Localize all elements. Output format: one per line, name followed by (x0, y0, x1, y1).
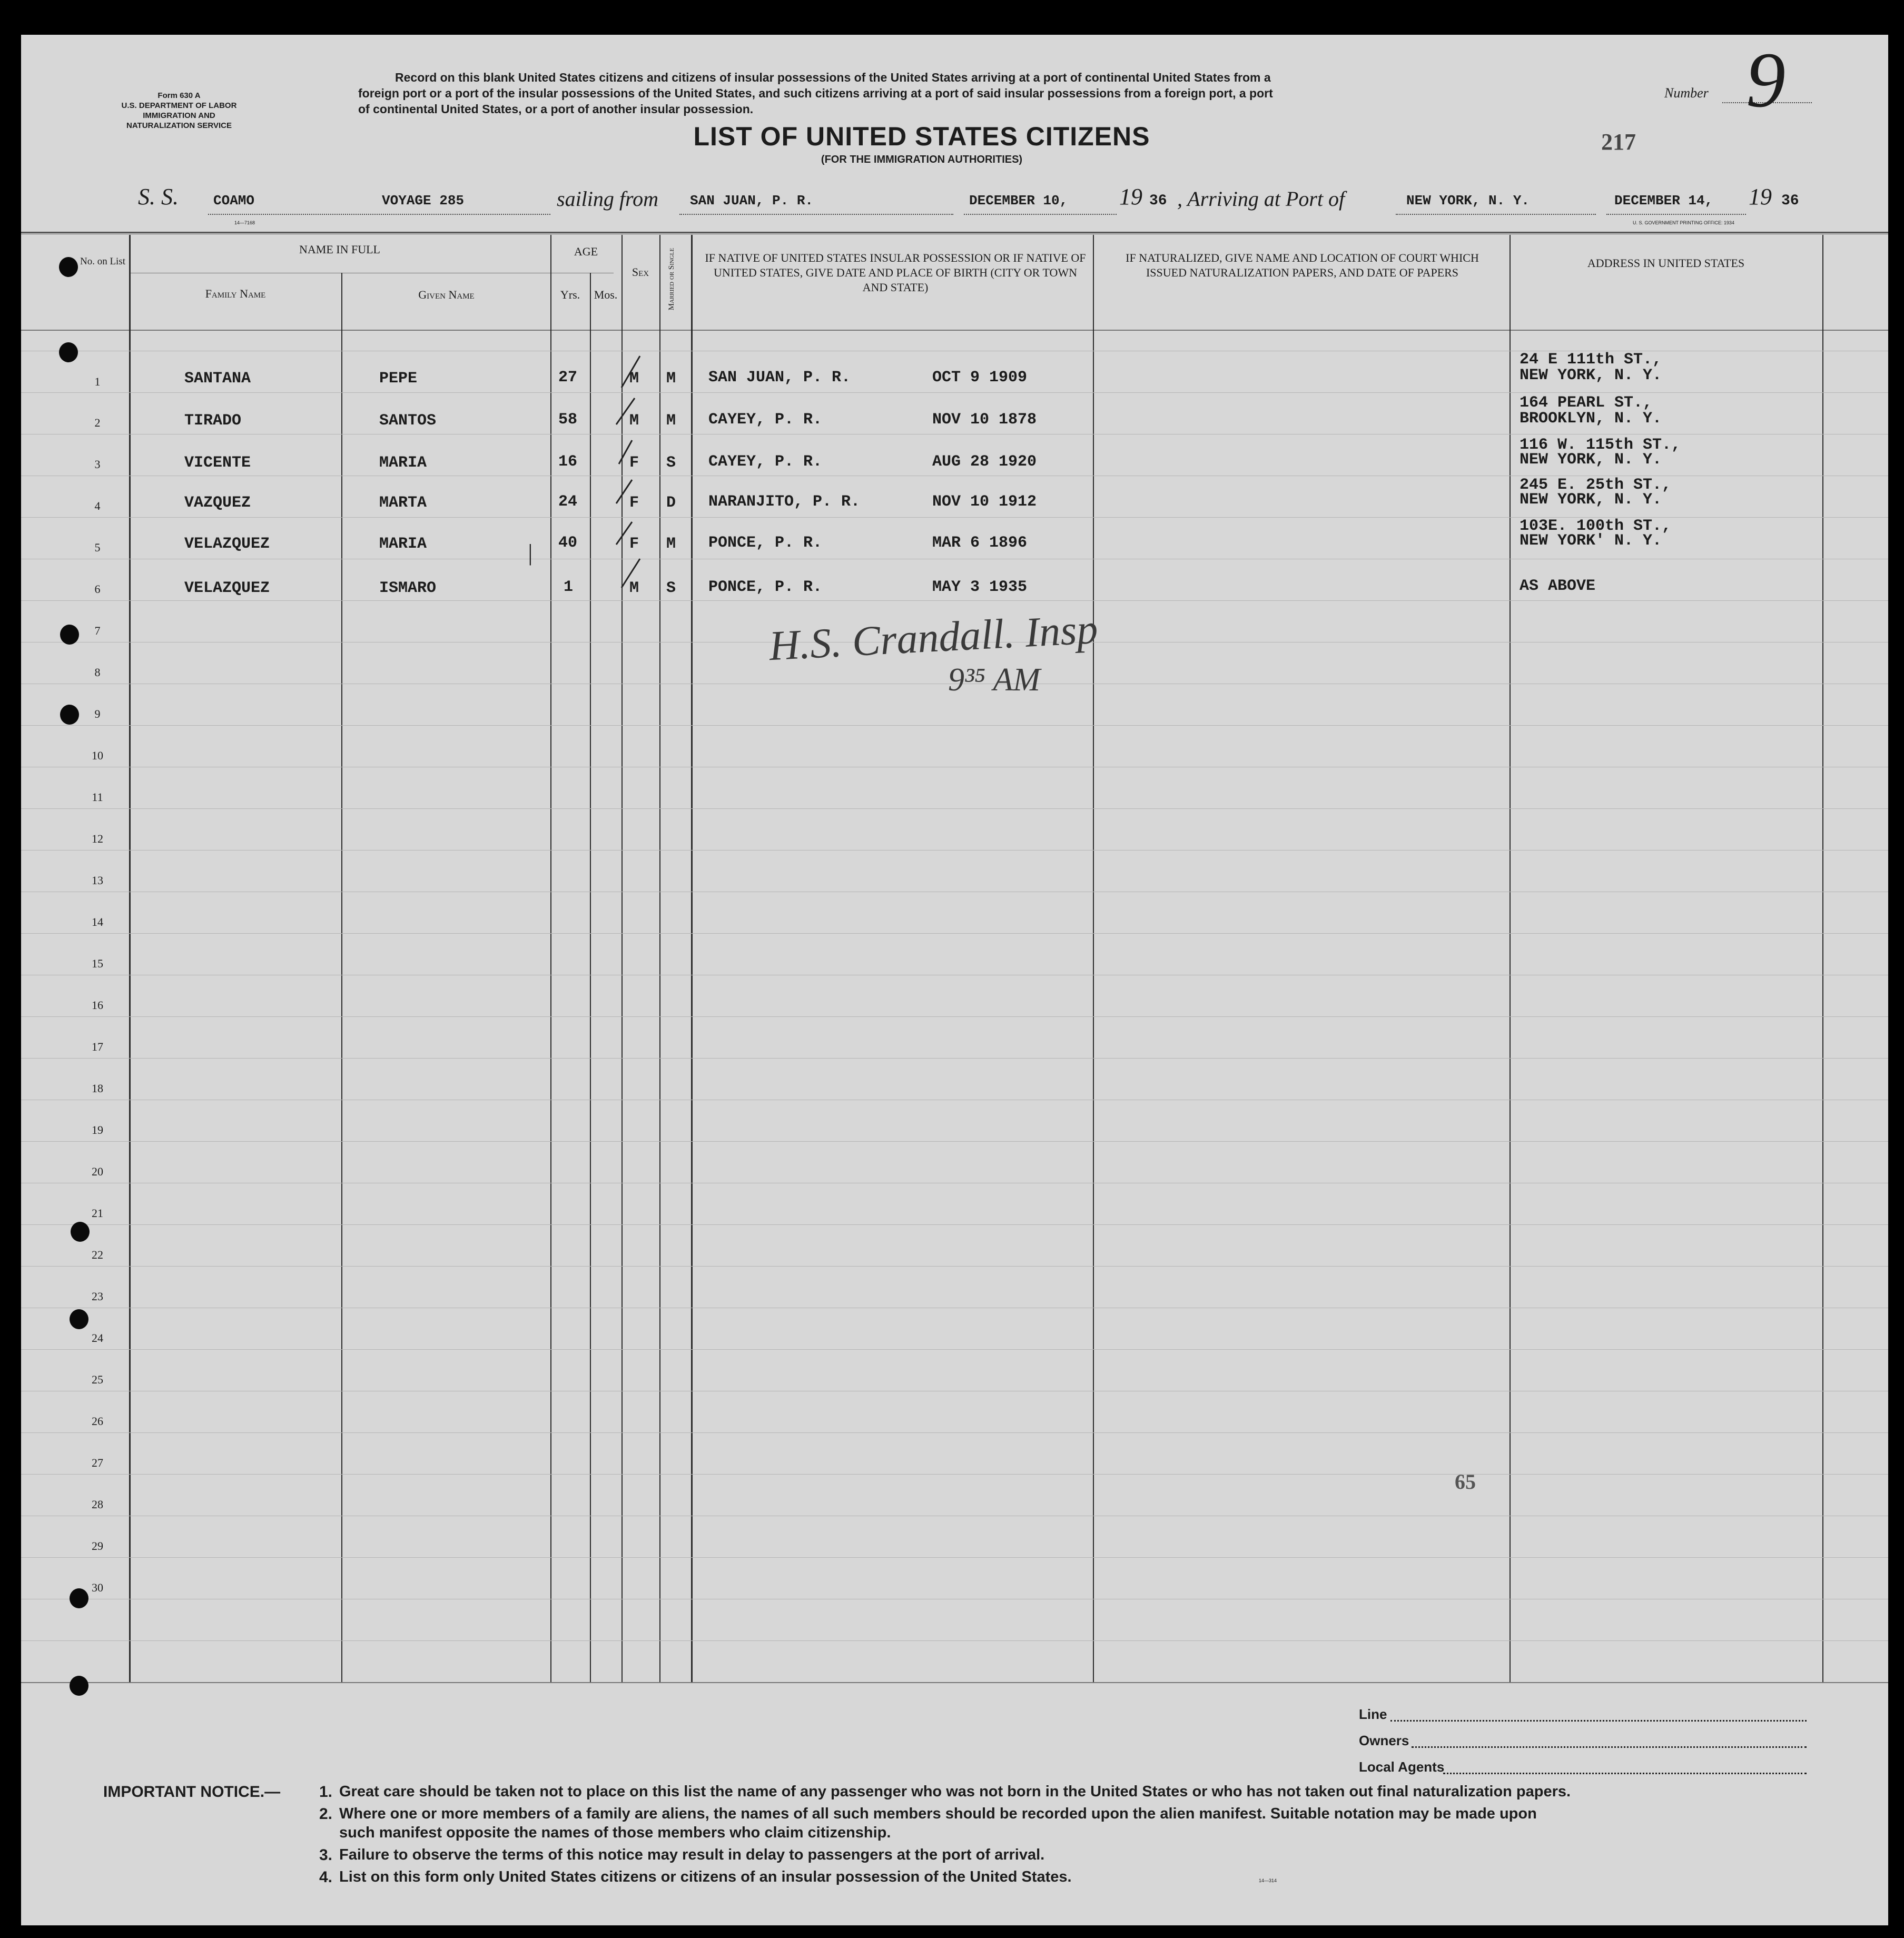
address-line-1: 164 PEARL ST., (1520, 394, 1653, 412)
sailing-date: DECEMBER 10, (969, 193, 1068, 209)
arriving-label: , Arriving at Port of (1177, 187, 1345, 211)
pen-mark: | (527, 540, 534, 566)
address-line-2: BROOKLYN, N. Y. (1520, 410, 1662, 428)
col-sep-naturalized (1510, 235, 1511, 1682)
marital-status: S (666, 579, 676, 597)
local-agents-field (1443, 1773, 1807, 1774)
ruled-line (21, 1474, 1888, 1475)
header-age: AGE (574, 245, 598, 258)
ruled-line (21, 1016, 1888, 1017)
marital-status: D (666, 494, 676, 512)
header-married-or-single: Married or Single (667, 248, 676, 311)
bottom-form-code: 14—314 (1259, 1878, 1277, 1883)
row-number: 29 (92, 1539, 103, 1553)
family-name: TIRADO (184, 412, 242, 430)
inspector-signature: H.S. Crandall. Insp (768, 606, 1099, 670)
instruction-line-2: foreign port or a port of the insular possessions of the United States, and such citizens arriving at a port of said insular possessions from a foreign port, a port (358, 86, 1273, 100)
ruled-line (21, 1557, 1888, 1558)
owners-label: Owners (1359, 1733, 1409, 1748)
col-sep-family (341, 273, 342, 1682)
punch-hole (71, 1222, 90, 1242)
row-number: 19 (92, 1123, 103, 1136)
number-label: Number (1664, 85, 1709, 101)
voyage-number: VOYAGE 285 (382, 193, 465, 209)
header-name-in-full: NAME IN FULL (299, 243, 380, 256)
row-number: 10 (92, 749, 103, 762)
table-bottom-border (21, 1682, 1888, 1683)
page-subtitle: (FOR THE IMMIGRATION AUTHORITIES) (821, 154, 1023, 165)
birth-place: PONCE, P. R. (708, 534, 823, 552)
age-years: 24 (558, 493, 578, 511)
owners-field (1412, 1746, 1807, 1748)
row-number: 27 (92, 1456, 103, 1469)
ruled-line (21, 1224, 1888, 1225)
address-line-2: NEW YORK' N. Y. (1520, 532, 1662, 550)
marital-status: M (666, 535, 676, 553)
birth-place: CAYEY, P. R. (708, 453, 823, 471)
birth-date: OCT 9 1909 (932, 369, 1028, 387)
row-number: 20 (92, 1165, 103, 1178)
punch-hole (70, 1309, 88, 1329)
address-line-1: AS ABOVE (1520, 577, 1596, 595)
form-id: Form 630 A (157, 91, 201, 100)
birth-place: NARANJITO, P. R. (708, 493, 861, 511)
manifest-sheet (21, 35, 1888, 1925)
given-name: MARIA (379, 535, 427, 553)
sex: F (629, 494, 639, 512)
notice-2a: Where one or more members of a family are aliens, the names of all such members should be recorded upon the alien manifest. Suitable notation may be made upon (339, 1805, 1537, 1822)
birth-place: PONCE, P. R. (708, 578, 823, 596)
row-number: 16 (92, 998, 103, 1012)
notice-3: Failure to observe the terms of this notice may result in delay to passengers at the port of arrival. (339, 1846, 1045, 1863)
age-years: 40 (558, 534, 578, 552)
birth-date: MAR 6 1896 (932, 534, 1028, 552)
sailing-label: sailing from (557, 187, 658, 211)
address-line-2: NEW YORK, N. Y. (1520, 451, 1662, 469)
notice-3-number: 3. (319, 1846, 333, 1864)
header-yrs: Yrs. (560, 288, 580, 301)
birth-date: NOV 10 1878 (932, 411, 1037, 429)
printer-code-right: U. S. GOVERNMENT PRINTING OFFICE: 1934 (1633, 220, 1734, 225)
row-number: 23 (92, 1290, 103, 1303)
family-name: SANTANA (184, 370, 251, 388)
punch-hole (70, 1676, 88, 1696)
row-number: 17 (92, 1040, 103, 1053)
given-name: MARTA (379, 494, 427, 512)
ruled-line (21, 1141, 1888, 1142)
row-number: 22 (92, 1248, 103, 1261)
row-number: 14 (92, 915, 103, 928)
sailing-year-prefix: 19 (1119, 184, 1142, 210)
arrival-year-prefix: 19 (1749, 184, 1772, 210)
punch-hole (70, 1588, 88, 1608)
notice-2-number: 2. (319, 1805, 333, 1823)
notice-label: IMPORTANT NOTICE.— (103, 1783, 281, 1801)
row-number: 21 (92, 1207, 103, 1220)
row-number: 7 (94, 624, 101, 637)
page-count: 65 (1455, 1470, 1476, 1494)
number-value: 9 (1746, 36, 1785, 124)
stamp-number: 217 (1601, 129, 1636, 155)
form-issuer (116, 91, 242, 131)
instruction-line-3: of continental United States, or a port of another insular possession. (358, 102, 754, 116)
table-top-border (21, 232, 1888, 233)
inspection-time: 9³⁵ AM (948, 662, 1041, 698)
ruled-line (21, 1640, 1888, 1641)
page-title: LIST OF UNITED STATES CITIZENS (693, 122, 1150, 151)
birth-place: CAYEY, P. R. (708, 411, 823, 429)
sex: M (629, 579, 639, 597)
row-number: 3 (94, 458, 101, 471)
address-line-2: NEW YORK, N. Y. (1520, 491, 1662, 509)
header-bottom-border (21, 330, 1888, 331)
row-number: 4 (94, 499, 101, 512)
row-number: 30 (92, 1581, 103, 1594)
ruled-line (21, 600, 1888, 601)
address-line-1: 116 W. 115th ST., (1520, 436, 1681, 454)
marital-status: M (666, 412, 676, 430)
marital-status: S (666, 454, 676, 472)
ruled-line (21, 850, 1888, 851)
birth-date: AUG 28 1920 (932, 453, 1037, 471)
sailing-year: 36 (1149, 193, 1167, 209)
row-number: 5 (94, 541, 101, 554)
sex: M (629, 370, 639, 388)
col-sep-given (550, 235, 551, 1682)
header-sex: Sex (632, 265, 649, 279)
address-line-1: 103E. 100th ST., (1520, 517, 1672, 535)
address-line-2: NEW YORK, N. Y. (1520, 367, 1662, 384)
birth-date: MAY 3 1935 (932, 578, 1028, 596)
instructions (358, 70, 1273, 117)
given-name: PEPE (379, 370, 418, 388)
col-sep-birth (1093, 235, 1094, 1682)
birth-place: SAN JUAN, P. R. (708, 369, 851, 387)
arrival-port: NEW YORK, N. Y. (1406, 193, 1530, 209)
check-marks (590, 345, 664, 619)
ruled-line (21, 1432, 1888, 1433)
header-address: ADDRESS IN UNITED STATES (1587, 256, 1745, 270)
given-name: MARIA (379, 454, 427, 472)
row-number: 13 (92, 874, 103, 887)
sex: F (629, 454, 639, 472)
row-number: 26 (92, 1415, 103, 1428)
ruled-line (21, 808, 1888, 809)
age-years: 27 (558, 369, 578, 387)
ship-underline (208, 214, 550, 215)
ruled-line (21, 392, 1888, 393)
notice-4-number: 4. (319, 1868, 333, 1886)
line-label: Line (1359, 1706, 1387, 1722)
punch-hole (60, 625, 79, 645)
header-mos: Mos. (594, 288, 618, 301)
header-no-on-list: No. on List (80, 256, 126, 267)
row-number: 12 (92, 832, 103, 845)
ss-label: S. S. (138, 184, 179, 210)
row-number: 8 (94, 666, 101, 679)
service-line-1: IMMIGRATION AND (143, 111, 215, 120)
notice-2b: such manifest opposite the names of those members who claim citizenship. (339, 1824, 891, 1841)
row-number: 24 (92, 1331, 103, 1344)
birth-date: NOV 10 1912 (932, 493, 1037, 511)
header-family-name: Family Name (205, 287, 266, 300)
family-name: VELAZQUEZ (184, 535, 270, 553)
row-number: 9 (94, 707, 101, 720)
row-number: 28 (92, 1498, 103, 1511)
row-number: 2 (94, 416, 101, 429)
local-agents-label: Local Agents (1359, 1759, 1445, 1775)
header-birth: IF NATIVE OF UNITED STATES INSULAR POSSESSION OR IF NATIVE OF UNITED STATES, GIVE DATE AND PLACE OF BIRTH (CITY OR TOWN AND STATE) (705, 251, 1086, 294)
instruction-line-1: Record on this blank United States citizens and citizens of insular possessions of the United States arriving at a port of continental United States from a (395, 71, 1271, 84)
punch-hole (59, 257, 78, 277)
notice-1: Great care should be taken not to place on this list the name of any passenger who was not born in the United States or who has not taken out final naturalization papers. (339, 1783, 1571, 1800)
row-number: 11 (92, 790, 103, 804)
punch-hole (59, 342, 78, 362)
age-years: 1 (564, 578, 574, 596)
given-name: SANTOS (379, 412, 437, 430)
family-name: VELAZQUEZ (184, 579, 270, 597)
row-number: 18 (92, 1082, 103, 1095)
row-number: 25 (92, 1373, 103, 1386)
line-field (1390, 1720, 1807, 1722)
family-name: VAZQUEZ (184, 494, 251, 512)
sailing-date-underline (964, 214, 1117, 215)
arrival-year: 36 (1781, 193, 1799, 209)
col-sep-no (129, 235, 131, 1682)
marital-status: M (666, 370, 676, 388)
department: U.S. DEPARTMENT OF LABOR (121, 101, 237, 110)
ruled-line (21, 1266, 1888, 1267)
row-number: 6 (94, 582, 101, 596)
from-port-underline (679, 214, 953, 215)
printer-code-left: 14—7168 (234, 220, 255, 225)
ruled-line (21, 1058, 1888, 1059)
address-line-1: 245 E. 25th ST., (1520, 476, 1672, 494)
ruled-line (21, 933, 1888, 934)
col-sep-marital (691, 235, 693, 1682)
age-years: 58 (558, 411, 578, 429)
header-naturalized: IF NATURALIZED, GIVE NAME AND LOCATION OF COURT WHICH ISSUED NATURALIZATION PAPERS, AND DATE OF PAPERS (1126, 251, 1479, 279)
address-line-1: 24 E 111th ST., (1520, 351, 1662, 369)
age-years: 16 (558, 453, 578, 471)
service-line-2: NATURALIZATION SERVICE (126, 121, 232, 130)
given-name: ISMARO (379, 579, 437, 597)
ship-name: COAMO (213, 193, 255, 209)
sex: M (629, 412, 639, 430)
family-name: VICENTE (184, 454, 251, 472)
arrival-date-underline (1606, 214, 1746, 215)
notice-1-number: 1. (319, 1783, 333, 1801)
arrival-date: DECEMBER 14, (1614, 193, 1713, 209)
row-number: 15 (92, 957, 103, 970)
arrival-port-underline (1396, 214, 1596, 215)
sex: F (629, 535, 639, 553)
header-given-name: Given Name (418, 288, 475, 301)
punch-hole (60, 705, 79, 725)
ruled-line (21, 1349, 1888, 1350)
from-port: SAN JUAN, P. R. (690, 193, 814, 209)
row-number: 1 (94, 375, 101, 388)
notice-4: List on this form only United States citizens or citizens of an insular possession of the United States. (339, 1868, 1072, 1885)
col-sep-address (1822, 235, 1823, 1682)
ruled-line (21, 725, 1888, 726)
